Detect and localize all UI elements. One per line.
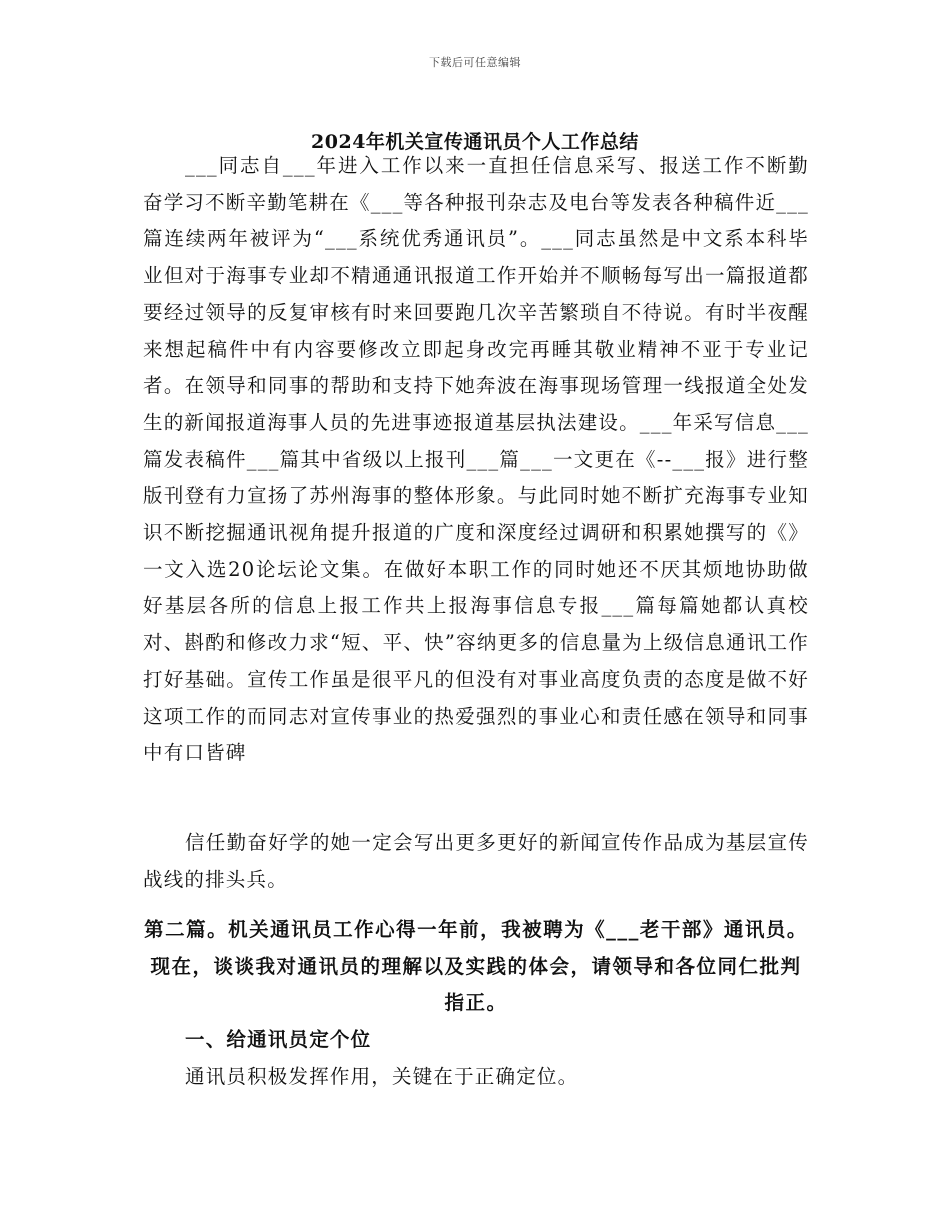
section-title-paragraph: 第二篇。机关通讯员工作心得一年前，我被聘为《___老干部》通讯员。现在，谈谈我对通讯员的理解以及实践的体会，请领导和各位同仁批判指正。 [144, 918, 808, 1014]
paragraph-2: 信任勤奋好学的她一定会写出更多更好的新闻宣传作品成为基层宣传战线的排头兵。 [143, 831, 809, 891]
header-note: 下载后可任意编辑 [429, 56, 521, 69]
paragraph-4: 通讯员积极发挥作用，关键在于正确定位。 [185, 1065, 579, 1088]
paragraph-1: ___同志自___年进入工作以来一直担任信息采写、报送工作不断勤奋学习不断辛勤笔耕在《___等各种报刊杂志及电台等发表各种稿件近___篇连续两年被评为“___系统优秀通讯员”。___同志虽然是中文系本科毕业但对于海事专业却不精通通讯报道工作开始并不顺畅每写出一篇报道都要经过领导的反复审核有时来回要跑几次辛苦繁琐自不待说。有时半夜醒来想起稿件中有内容要修改立即起身改完再睡其敬业精神不亚于专业记者。在领导和同事的帮助和支持下她奔波在海事现场管理一线报道全处发生的新闻报道海事人员的先进事迹报道基层执法建设。___年采写信息___篇发表稿件___篇其中省级以上报刊___篇___一文更在《--___报》进行整版刊登有力宣扬了苏州海事的整体形象。与此同时她不断扩充海事专业知识不断挖掘通讯视角提升报道的广度和深度经过调研和积累她撰写的《》一文入选20论坛论文集。在做好本职工作的同时她还不厌其烦地协助做好基层各所的信息上报工作共上报海事信息专报___篇每篇她都认真校对、斟酌和修改力求“短、平、快”容纳更多的信息量为上级信息通讯工作打好基础。宣传工作虽是很平凡的但没有对事业高度负责的态度是做不好这项工作的而同志对宣传事业的热爱强烈的事业心和责任感在领导和同事中有口皆碑 [143, 154, 810, 765]
document-title: 2024年机关宣传通讯员个人工作总结 [311, 131, 639, 153]
section-heading-1: 一、给通讯员定个位 [185, 1028, 372, 1051]
